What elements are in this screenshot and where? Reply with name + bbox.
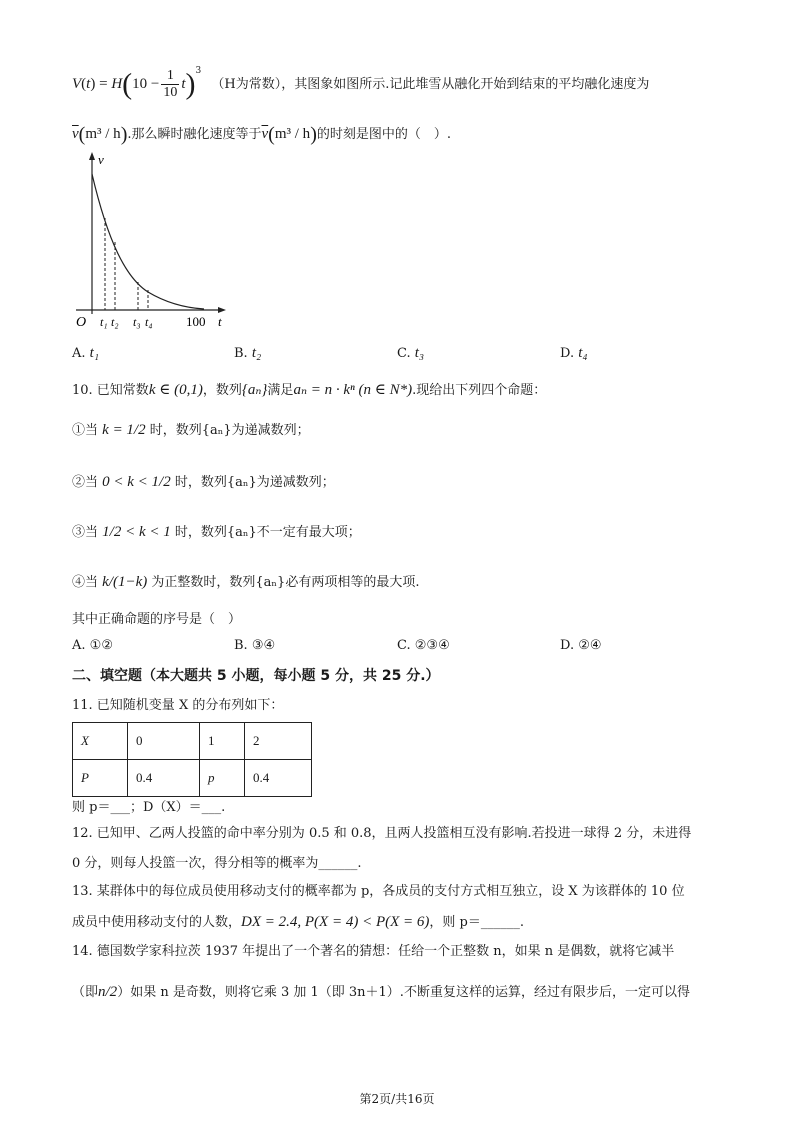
- q9-second-line: $\overline{v}(m^3 / h)$.那么瞬时融化速度等于$\overline{v}(m^3 / h)$的时刻是图中的（ ）.: [72, 123, 451, 146]
- q12-line-1: 12. 已知甲、乙两人投篮的命中率分别为 0.5 和 0.8，且两人投篮相互没有影响.若投进一球得 2 分，未进得: [72, 826, 692, 841]
- y-axis-arrow: [89, 152, 95, 160]
- page-footer: 第2页/共16页: [359, 1092, 435, 1106]
- table-cell: 2: [245, 723, 312, 760]
- q9-unit: m³ / h: [85, 126, 121, 142]
- q10-prop-3-cond: 1/2 < k < 1: [102, 524, 171, 540]
- q9-frac-1-10: $\frac{1}{10}$: [163, 68, 178, 100]
- table-cell: X: [73, 723, 128, 760]
- q14-frac: n/2: [98, 984, 118, 1000]
- x-label: t: [218, 314, 222, 329]
- t1-label: t₁: [100, 315, 108, 329]
- q11-answer-line: 则 p＝___；D（X）＝___.: [72, 800, 226, 815]
- q12-line-2: 0 分，则每人投篮一次，得分相等的概率为______.: [72, 856, 362, 871]
- table-cell: 0: [128, 723, 200, 760]
- q10-option-d[interactable]: D. ②④: [560, 638, 602, 653]
- q10-option-c[interactable]: C. ②③④: [397, 638, 450, 653]
- q10-prop-2-cond: 0 < k < 1/2: [102, 474, 171, 490]
- q10-prop-2: ②当 0 < k < 1/2 时，数列{aₙ}为递减数列；: [72, 474, 335, 490]
- table-cell: 1: [200, 723, 245, 760]
- q13-line-1: 13. 某群体中的每位成员使用移动支付的概率都为 p，各成员的支付方式相互独立，设 X 为该群体的 10 位: [72, 884, 685, 899]
- q9-formula-v: V: [72, 76, 82, 92]
- q9-option-b[interactable]: B. t₂: [234, 345, 262, 361]
- table-cell: 0.4: [245, 760, 312, 797]
- origin-label: O: [76, 315, 87, 330]
- v-curve: [92, 174, 204, 309]
- x-axis-arrow: [218, 307, 226, 313]
- q11-distribution-table: [72, 722, 312, 797]
- table-row: [73, 760, 312, 797]
- q10-question: 其中正确命题的序号是（ ）: [72, 612, 242, 627]
- q10-prop-3: ③当 1/2 < k < 1 时，数列{aₙ}不一定有最大项；: [72, 524, 361, 540]
- table-row: [73, 723, 312, 760]
- q13-math: DX = 2.4, P(X = 4) < P(X = 6): [241, 914, 430, 930]
- end-label: 100: [186, 314, 206, 329]
- table-cell: P: [73, 760, 128, 797]
- q9-option-a[interactable]: A. t₁: [72, 345, 100, 361]
- table-cell: 0.4: [128, 760, 200, 797]
- q10-prop-1-cond: k = 1/2: [102, 422, 146, 438]
- q9-intro-text: （H为常数），其图象如图所示.记此堆雪从融化开始到结束的平均融化速度为: [211, 77, 650, 92]
- q9-option-c[interactable]: C. t₃: [397, 345, 425, 361]
- q10-option-b[interactable]: B. ③④: [234, 638, 276, 653]
- q9-vbar: $\overline{v}$: [72, 126, 79, 142]
- q14-line-2: （即n/2）如果 n 是奇数，则将它乘 3 加 1（即 3n＋1）.不断重复这样的运算，经过有限步后，一定可以得: [72, 984, 690, 1000]
- section-2-title: 二、填空题（本大题共 5 小题，每小题 5 分，共 25 分.）: [72, 668, 440, 684]
- q11-stem: 11. 已知随机变量 X 的分布列如下：: [72, 698, 284, 713]
- q9-graph: [68, 150, 238, 332]
- t4-label: t₄: [145, 315, 153, 329]
- q14-line-1: 14. 德国数学家科拉茨 1937 年提出了一个著名的猜想：任给一个正整数 n，如果 n 是偶数，就将它减半: [72, 944, 675, 959]
- table-cell: p: [200, 760, 245, 797]
- q9-ask-text: 的时刻是图中的（ ）.: [316, 127, 451, 142]
- q10-stem: 10. 已知常数k ∈ (0,1)，数列{aₙ}满足aₙ = n · kⁿ (n ∈ N*).现给出下列四个命题：: [72, 382, 547, 398]
- q13-line-2: 成员中使用移动支付的人数，DX = 2.4, P(X = 4) < P(X = 6)，则 p＝______.: [72, 914, 524, 930]
- t3-label: t₃: [133, 315, 141, 329]
- q10-prop-1: ①当 k = 1/2 时，数列{aₙ}为递减数列；: [72, 422, 310, 438]
- y-label: v: [98, 152, 104, 167]
- t2-label: t₂: [111, 315, 119, 329]
- q10-option-a[interactable]: A. ①②: [72, 638, 113, 653]
- q10-prop-4: ④当 k/(1−k) 为正整数时，数列{aₙ}必有两项相等的最大项.: [72, 574, 420, 590]
- q10-prop-4-cond: k/(1−k): [102, 574, 148, 590]
- q9-intro-line: V(t) = H(10 − $\frac{1}{10}$ t)$^3$ （H为常数），其图象如图所示.记此堆雪从融化开始到结束的平均融化速度为: [72, 65, 650, 101]
- q9-continuation: .那么瞬时融化速度等于: [127, 127, 262, 142]
- q9-option-d[interactable]: D. t₄: [560, 345, 588, 361]
